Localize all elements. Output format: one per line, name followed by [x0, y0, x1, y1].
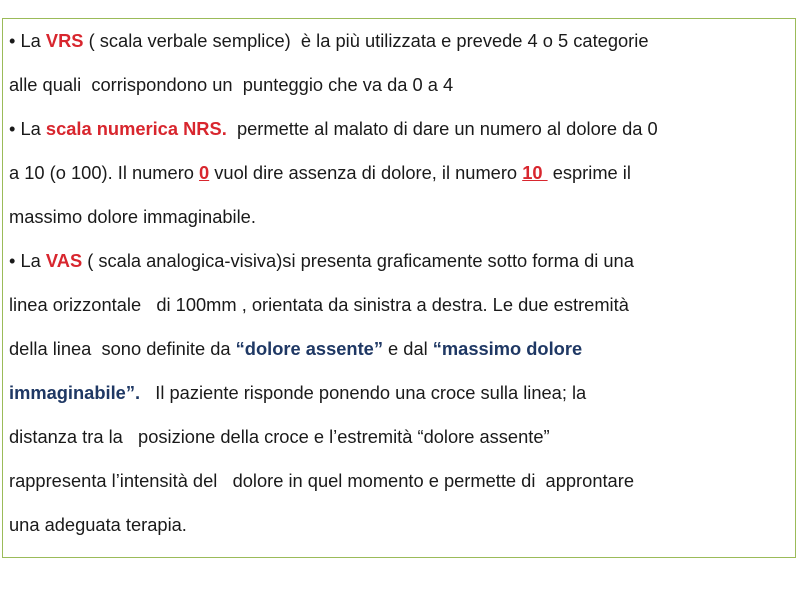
- paragraph-vrs: [9, 19, 649, 107]
- text-run: • La: [9, 30, 46, 51]
- highlighted-term: “massimo dolore: [432, 338, 583, 359]
- highlighted-term: immaginabile”.: [9, 382, 141, 403]
- paragraph-vas: [9, 239, 634, 547]
- text-line: [9, 283, 634, 327]
- text-run: ( scala verbale semplice) è la più utilizzata e prevede 4 o 5 categorie: [83, 30, 649, 51]
- text-line: [9, 63, 649, 107]
- highlighted-term: VRS: [45, 30, 84, 51]
- text-run: • La: [9, 118, 46, 139]
- text-run: vuol dire assenza di dolore, il numero: [209, 162, 523, 183]
- text-run: • La: [9, 250, 46, 271]
- text-run: della linea sono definite da: [9, 338, 236, 359]
- highlighted-term: scala numerica NRS.: [45, 118, 227, 139]
- text-run: ( scala analogica-visiva)si presenta graficamente sotto forma di una: [82, 250, 634, 271]
- text-run: rappresenta l’intensità del dolore in quel momento e permette di approntare: [9, 470, 634, 491]
- text-box: [2, 18, 796, 558]
- text-line: [9, 195, 658, 239]
- text-run: Il paziente risponde ponendo una croce sulla linea; la: [140, 382, 587, 403]
- text-line: [9, 415, 634, 459]
- text-line: [9, 19, 649, 63]
- text-line: [9, 459, 634, 503]
- text-line: [9, 151, 658, 195]
- text-run: a 10 (o 100). Il numero: [9, 162, 200, 183]
- text-run: distanza tra la posizione della croce e l’estremità “dolore assente”: [9, 426, 550, 447]
- text-line: [9, 371, 634, 415]
- text-line: [9, 239, 634, 283]
- paragraph-nrs: [9, 107, 658, 239]
- text-run: permette al malato di dare un numero al dolore da 0: [226, 118, 658, 139]
- highlighted-term: “dolore assente”: [235, 338, 383, 359]
- text-run: linea orizzontale di 100mm , orientata da sinistra a destra. Le due estremità: [9, 294, 629, 315]
- text-line: [9, 503, 634, 547]
- highlighted-term: VAS: [45, 250, 83, 271]
- highlighted-term: 0: [199, 162, 210, 183]
- text-run: esprime il: [547, 162, 631, 183]
- highlighted-term: 10: [522, 162, 548, 183]
- text-run: e dal: [382, 338, 433, 359]
- text-run: massimo dolore immaginabile.: [9, 206, 256, 227]
- text-line: [9, 107, 658, 151]
- text-run: una adeguata terapia.: [9, 514, 187, 535]
- text-run: alle quali corrispondono un punteggio che va da 0 a 4: [9, 74, 454, 95]
- text-line: [9, 327, 634, 371]
